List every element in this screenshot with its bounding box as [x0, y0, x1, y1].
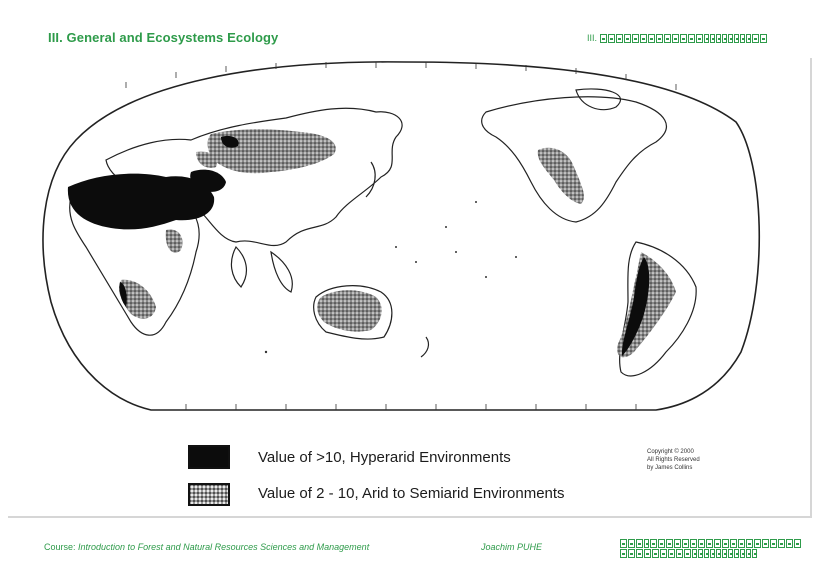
region-horn-africa-arid — [166, 229, 183, 252]
legend-swatch-arid — [188, 483, 230, 506]
footer-course-title: Introduction to Forest and Natural Resources Sciences and Management — [78, 542, 370, 552]
copyright-notice — [647, 448, 717, 472]
region-north-america-arid — [538, 148, 584, 204]
copyright-line: by James Collins — [647, 465, 693, 471]
footer-glyph-block — [620, 539, 820, 559]
copyright-line: Copyright © 2000 — [647, 449, 694, 455]
footer-author: Joachim PUHE — [481, 542, 543, 552]
footer-course — [44, 542, 369, 552]
section-title: III. General and Ecosystems Ecology — [48, 30, 279, 45]
copyright-line: All Rights Reserved — [647, 457, 700, 463]
legend-label-hyperarid: Value of >10, Hyperarid Environments — [258, 449, 511, 466]
graticule-ticks — [126, 62, 676, 410]
header-right-prefix: III. — [587, 33, 598, 43]
header-glyph-row — [600, 34, 767, 43]
coastlines — [70, 89, 696, 376]
footer-course-prefix: Course: — [44, 542, 76, 552]
region-australia-arid — [317, 290, 382, 331]
legend-swatch-hyperarid — [188, 445, 230, 469]
header-right-title — [587, 33, 767, 43]
region-central-asia-arid — [208, 129, 336, 173]
map-outline — [43, 62, 759, 410]
legend-label-arid: Value of 2 - 10, Arid to Semiarid Environments — [258, 485, 565, 502]
slide-border-right — [810, 58, 812, 516]
island-dots — [265, 201, 517, 353]
